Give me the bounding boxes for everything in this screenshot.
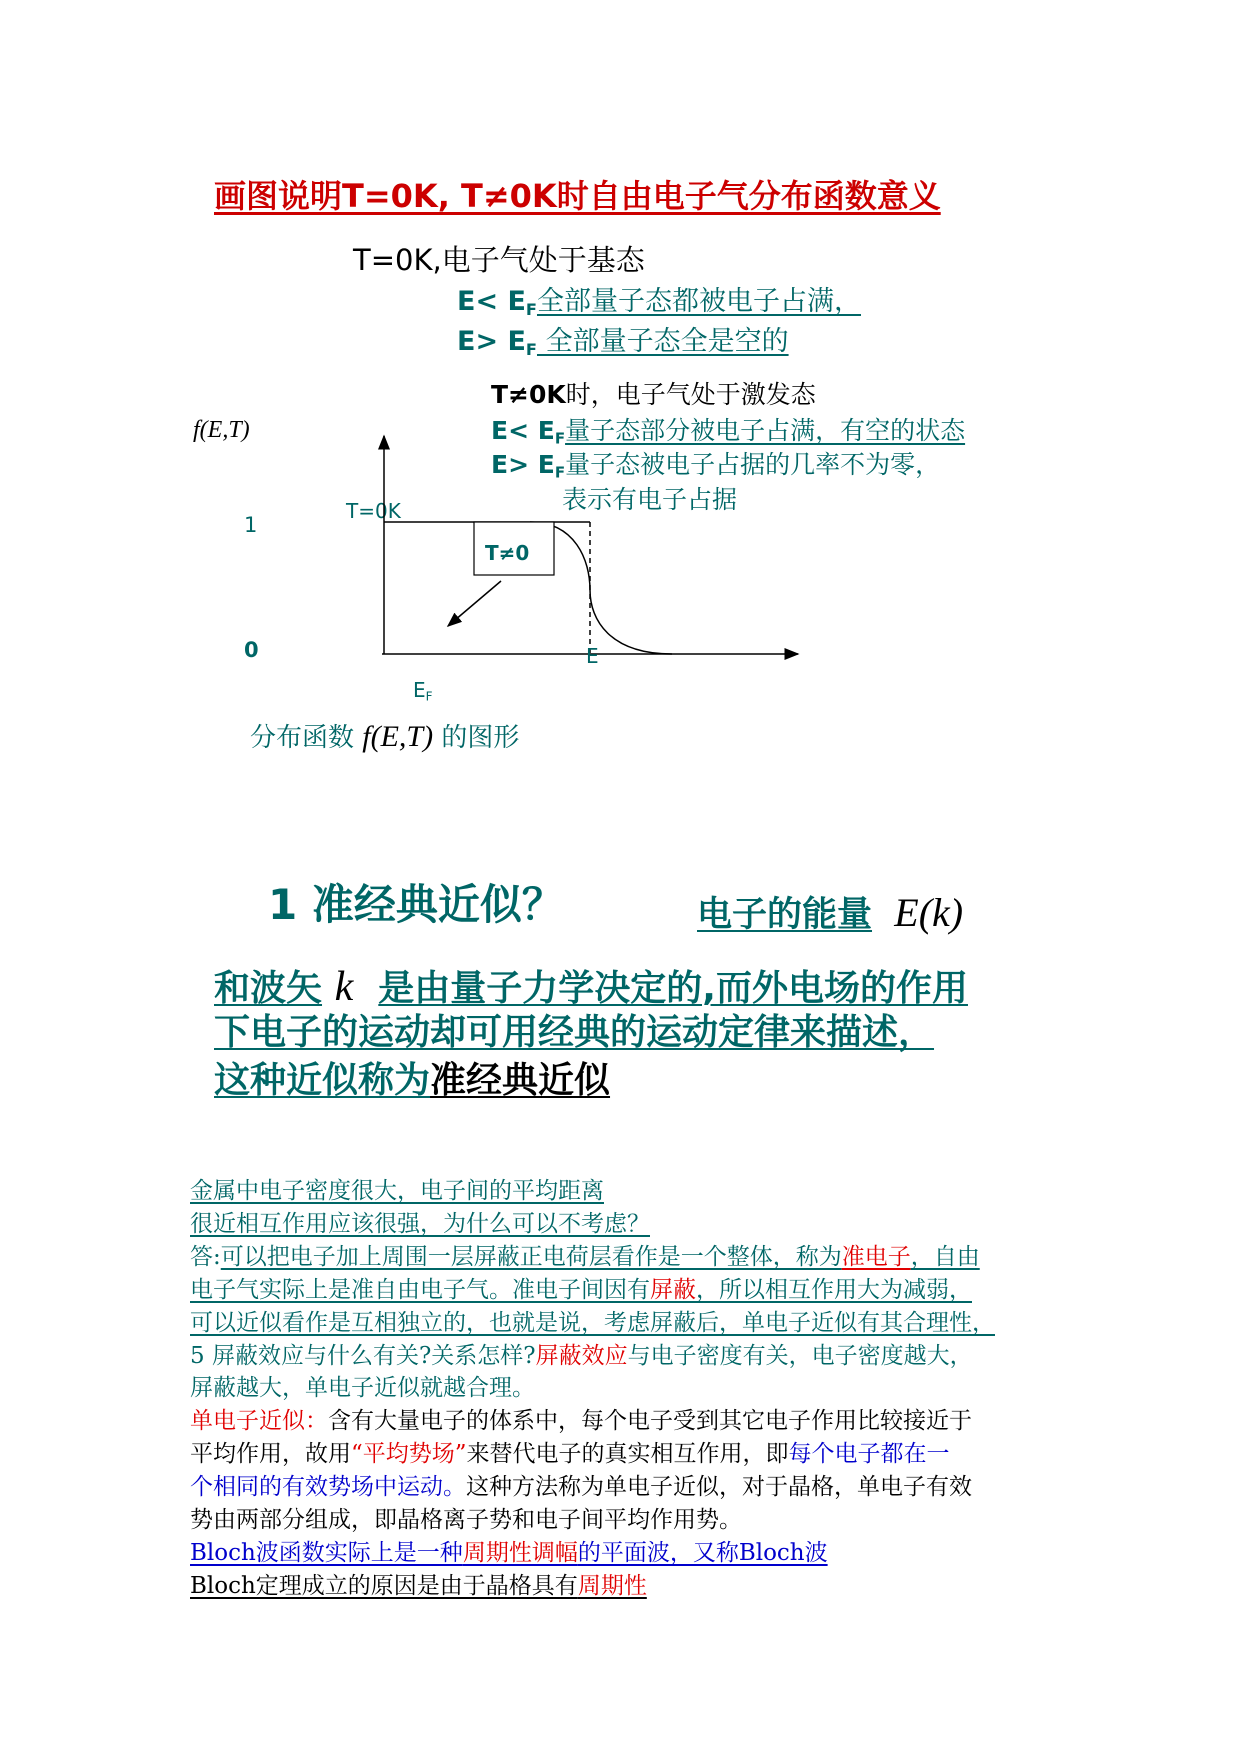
above-sub: F: [525, 339, 537, 359]
below-sub: F: [525, 299, 537, 319]
tick-1: 1: [244, 513, 258, 537]
distribution-graph: [0, 0, 1241, 760]
note-line-8: [190, 1402, 972, 1435]
ef-label: [413, 680, 433, 703]
l8-b: 含有大量电子的体系中，每个电子受到其它电子作用比较接近于: [328, 1408, 972, 1434]
note-line-2: 很近相互作用应该很强，为什么可以不考虑？: [190, 1211, 650, 1237]
energy-math: E(k): [894, 890, 964, 935]
excited-above-cont: 表示有电子占据: [562, 485, 738, 514]
l3-c: 准电子: [841, 1244, 911, 1270]
note-line-5: 可以近似看作是互相独立的，也就是说，考虑屏蔽后，单电子近似有其合理性，: [190, 1310, 995, 1336]
energy-label: 电子的能量: [697, 895, 873, 935]
caption-post: 的图形: [433, 723, 520, 753]
l3-d: ，自由: [910, 1244, 980, 1270]
note-line-1: 金属中电子密度很大，电子间的平均距离: [190, 1178, 604, 1204]
l9-b: “平均势场”: [351, 1441, 467, 1467]
l12-b: 周期性调幅: [462, 1540, 578, 1566]
caption-pre: 分布函数: [250, 723, 363, 753]
p1-a: 和波矢: [214, 968, 323, 1009]
p3-a: 这种近似称为: [214, 1060, 431, 1101]
pointer-arrow: [448, 581, 501, 626]
l13-b: 周期性: [577, 1573, 647, 1599]
ef-main: E: [413, 678, 426, 702]
l9-d: 每个电子都在一: [788, 1441, 950, 1467]
l13-a: Bloch定理成立的原因是由于晶格具有: [190, 1573, 578, 1599]
note-line-9: [190, 1435, 950, 1468]
ground-state-heading: T=0K,电子气处于基态: [353, 243, 645, 277]
l4-c: ，所以相互作用大为减弱，: [696, 1277, 972, 1303]
l10-b: 这种方法称为单电子近似，对于晶格，单电子有效: [466, 1474, 972, 1500]
above-prefix: E> E: [457, 326, 526, 357]
page-title: 画图说明T=0K, T≠0K时自由电子气分布函数意义: [214, 177, 941, 215]
l6-c: 与电子密度有关，电子密度越大，: [627, 1343, 973, 1369]
ex-below-sub: F: [554, 429, 566, 448]
above-text: 全部量子态全是空的: [536, 326, 789, 357]
note-line-12: [190, 1534, 828, 1567]
excited-heading-rest: 时，电子气处于激发态: [565, 380, 816, 409]
p1-b: 是由量子力学决定的,而外电场的作用: [378, 968, 968, 1009]
x-label-e: E: [586, 644, 599, 668]
ef-sub: F: [425, 689, 433, 704]
l4-a: 电子气实际上是准自由电子气。准电子间因有: [190, 1277, 650, 1303]
note-line-11: 势由两部分组成，即晶格离子势和电子间平均作用势。: [190, 1507, 742, 1533]
note-line-4: [190, 1271, 972, 1304]
caption-math: f(E,T): [362, 720, 434, 753]
p3-b: 准经典近似: [430, 1060, 611, 1101]
tnot0-label: T≠0: [485, 541, 530, 565]
para-line-2: 下电子的运动却可用经典的运动定律来描述，: [214, 1012, 935, 1053]
l6-a: 5 屏蔽效应与什么有关?关系怎样?: [190, 1343, 536, 1369]
l3-b: 可以把电子加上周围一层屏蔽正电荷层看作是一个整体，称为: [220, 1244, 842, 1270]
l12-a: Bloch波函数实际上是一种: [190, 1540, 463, 1566]
para-line-3: [214, 1060, 611, 1101]
wavevector-k: k: [334, 964, 354, 1010]
excited-heading-bold: T≠0K: [491, 380, 566, 409]
l9-a: 平均作用，故用: [190, 1441, 351, 1467]
t0-label: T=0K: [346, 499, 401, 523]
l9-c: 来替代电子的真实相互作用，即: [466, 1441, 789, 1467]
ex-above-text: 量子态被电子占据的几率不为零，: [565, 450, 941, 479]
tick-0: 0: [244, 638, 259, 662]
l8-a: 单电子近似：: [190, 1408, 328, 1434]
note-line-3: [190, 1238, 980, 1271]
ex-below-prefix: E< E: [491, 416, 555, 445]
energy-line: [697, 890, 964, 935]
l10-a: 个相同的有效势场中运动。: [190, 1474, 466, 1500]
l3-a: 答:: [190, 1244, 221, 1270]
note-line-13: [190, 1567, 647, 1600]
ex-below-text: 量子态部分被电子占满，有空的状态: [565, 416, 966, 445]
below-text: 全部量子态都被电子占满，: [536, 286, 861, 317]
note-line-7: 屏蔽越大，单电子近似就越合理。: [190, 1375, 535, 1401]
quasi-heading: 1 准经典近似？: [268, 880, 564, 929]
graph-ylabel: f(E,T): [193, 417, 250, 443]
para-line-1: [214, 966, 968, 1008]
note-line-6: [190, 1337, 973, 1370]
note-line-10: [190, 1468, 972, 1501]
ex-above-prefix: E> E: [491, 450, 555, 479]
l6-b: 屏蔽效应: [535, 1343, 628, 1369]
l4-b: 屏蔽: [650, 1277, 696, 1303]
l12-c: 的平面波，又称Bloch波: [577, 1540, 828, 1566]
below-prefix: E< E: [457, 286, 526, 317]
ex-above-sub: F: [554, 463, 566, 482]
graph-caption: [250, 722, 519, 752]
